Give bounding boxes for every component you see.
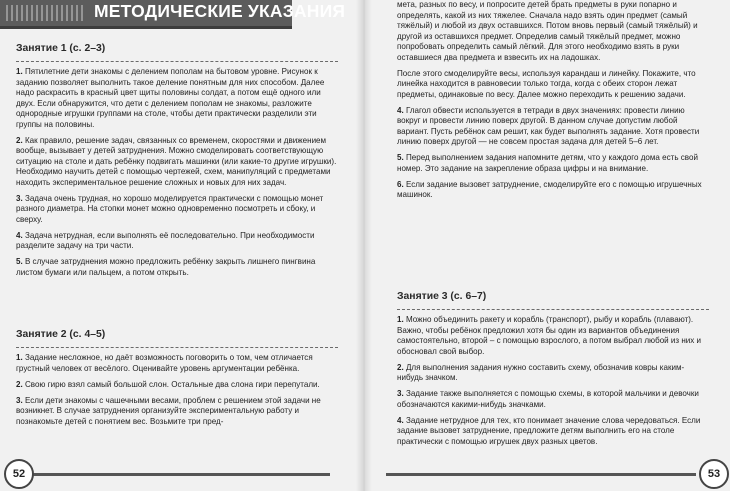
lesson3-item: 2. Для выполнения задания нужно составить схему, обозначив ковры каким-нибудь значком. [397, 362, 685, 382]
continued-item: 6. Если задание вызовет затруднение, смоделируйте его с помощью игрушечных машинок. [397, 179, 702, 199]
lesson3-section [397, 290, 709, 453]
lesson2-section [16, 328, 338, 433]
lesson1-item: 3. Задача очень трудная, но хорошо моделируется практически с помощью монет разного диаметра. На стопки монет можно одновременно посмотреть и сбоку, и сверху. [16, 193, 324, 224]
page-number-left: 52 [4, 459, 34, 489]
lesson1-section [16, 42, 338, 284]
page-title: МЕТОДИЧЕСКИЕ УКАЗАНИЯ [94, 1, 346, 21]
lesson1-item: 2. Как правило, решение задач, связанных со временем, скоростями и движением вообще, вызывает у детей затруднения. Можно смоделировать соответствующую ситуацию на столе и дать ребёнку подвигать машинки (или какие-то другие игрушки). Необходимо научить детей с помощью чертежей, схем, манипуляций с предметами находить экспериментальное решение сложных и новых для них задач. [16, 135, 337, 187]
lesson2-item: 2. Свою гирю взял самый большой слон. Остальные два слона гири перепутали. [16, 379, 320, 389]
continued-section [397, 0, 709, 206]
lesson1-rule [16, 61, 338, 62]
continued-paragraph: мета, разных по весу, и попросите детей брать предметы в руки попарно и определять, какой из них тяжелее. Сначала надо взять один предмет (самый тяжёлый) и любой из двух оставшихся. Потом вновь первый (самый тяжёлый) и другой из оставшихся предмет. Определив самый тяжёлый предмет, можно попробовать определить самый лёгкий. Для этого необходимо взять в руки оставшиеся два предмета и взвесить их на ладошках. [397, 0, 698, 62]
continued-item: 5. Перед выполнением задания напомните детям, что у каждого дома есть свой номер. Это задание на закрепление образа цифры и на внимание. [397, 153, 698, 173]
lesson2-item: 1. Задание несложное, но даёт возможность поговорить о том, чем отличается грустный человек от весёлого. Оценивайте уровень аргументации ребёнка. [16, 353, 313, 373]
lesson2-title: Занятие 2 (с. 4–5) [16, 329, 106, 340]
lesson3-item: 3. Задание также выполняется с помощью схемы, в которой мальчики и девочки обозначаются какими-нибудь значками. [397, 389, 699, 409]
header-stripes [6, 5, 86, 21]
lesson1-item: 1. Пятилетние дети знакомы с делением пополам на бытовом уровне. Рисунок к заданию позволяет выполнить такое деление понятным для них способом. Далее надо раскрасить в красный цвет щиты половины солдат, а потом ещё одного или двух. Если обнаружится, что дети с делением пополам не знакомы, разложите однородные игрушки группами на столе, чтобы дети практически разделили эти группы на половины. [16, 67, 325, 129]
continued-item: 4. Глагол обвести используется в тетради в двух значениях: провести линию вокруг и провести линию поверх другой. В данном случае допустим любой вариант. Пусть ребёнок сам решит, как будет выполнять задание. Хотя провести линию поверх другой — не совсем простая задача для детей 5–6 лет. [397, 105, 700, 146]
lesson3-item: 4. Задание нетрудное для тех, кто понимает значение слова чередоваться. Если задание вызовет затруднение, предложите детям выполнить его на столе практически с помощью игрушек двух разных цветов. [397, 415, 701, 446]
header-band [0, 0, 346, 29]
lesson1-item: 5. В случае затруднения можно предложить ребёнку закрыть лишнего пингвина листом бумаги или пальцем, а потом открыть. [16, 257, 316, 277]
left-page [0, 0, 362, 491]
lesson3-title: Занятие 3 (с. 6–7) [397, 291, 487, 302]
lesson2-rule [16, 347, 338, 348]
lesson3-item: 1. Можно объединить ракету и корабль (транспорт), рыбу и корабль (плавают). Важно, чтобы ребёнок предложил хотя бы один из вариантов объединения самостоятельно, второй – с помощью взрослого, а потом выбрал любой из них и обосновал свой выбор. [397, 315, 702, 356]
page-number-band-right [386, 473, 696, 476]
continued-paragraph: После этого смоделируйте весы, используя карандаш и линейку. Покажите, что линейка находится в равновесии только тогда, когда с обеих сторон лежат предметы, одинаковые по весу. Далее можно переходить к решению задачи. [397, 68, 696, 99]
lesson2-item: 3. Если дети знакомы с чашечными весами, проблем с решением этой задачи не возникнет. В случае затруднения организуйте экспериментальную работу и познакомьте детей с понятием вес. Возьмите три пред- [16, 395, 321, 426]
lesson1-item: 4. Задача нетрудная, если выполнять её последовательно. При необходимости разделите задачу на три части. [16, 230, 315, 250]
right-page [366, 0, 730, 491]
lesson3-rule [397, 309, 709, 310]
page-number-right: 53 [699, 459, 729, 489]
page-number-band-left [30, 473, 330, 476]
lesson1-title: Занятие 1 (с. 2–3) [16, 43, 106, 54]
